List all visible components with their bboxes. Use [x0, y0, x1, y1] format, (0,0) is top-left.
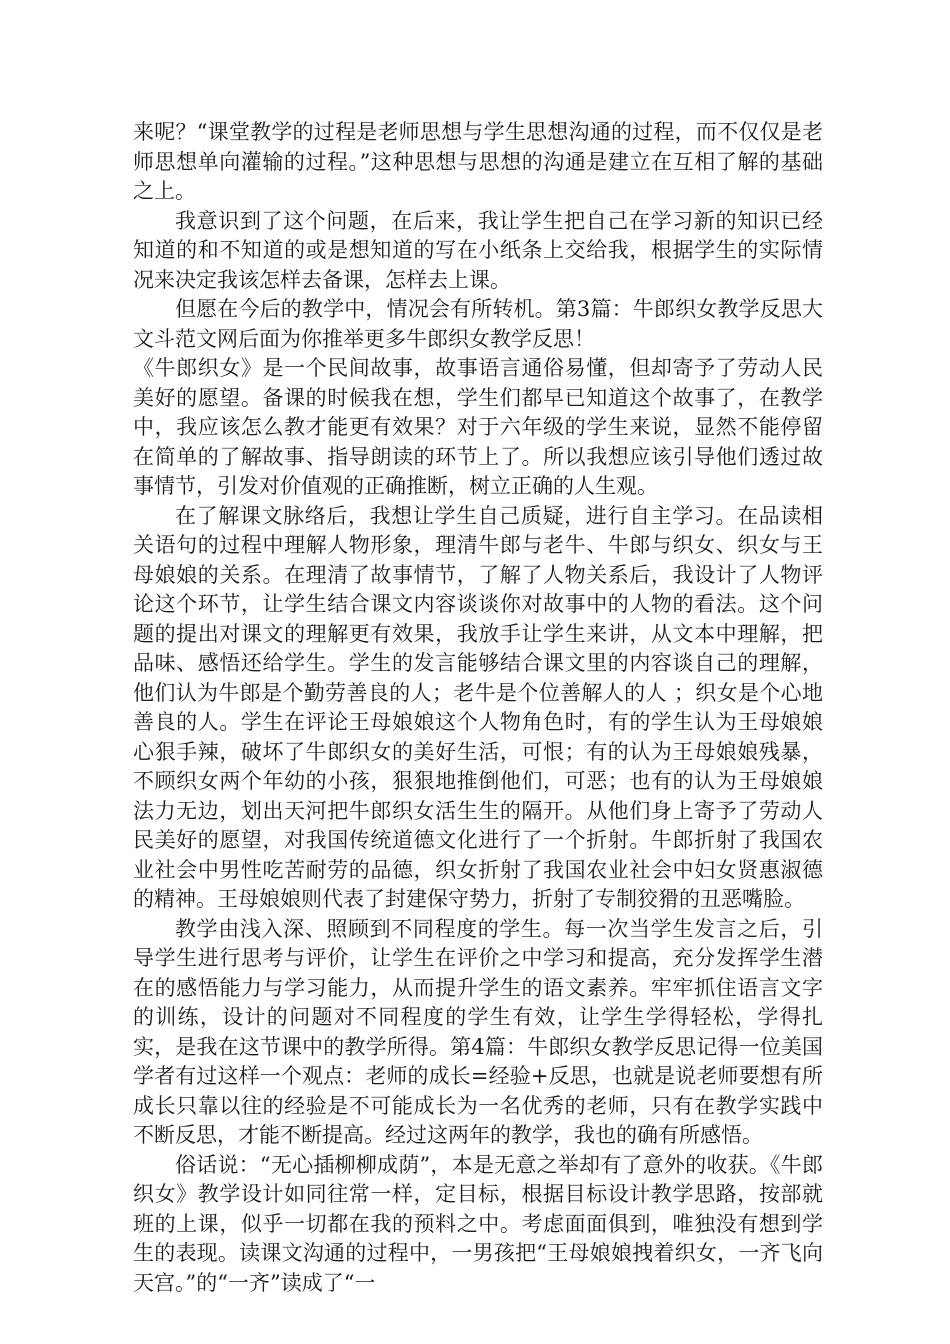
paragraph: 俗话说：“无心插柳柳成荫”，本是无意之举却有了意外的收获。《牛郎织女》教学设计如同往常一样，定目标，根据目标设计教学思路，按部就班的上课，似乎一切都在我的预料之中。考虑面面俱到，唯独没有想到学生的表现。读课文沟通的过程中，一男孩把“王母娘娘拽着织女，一齐飞向天宫。”的“一齐”读成了“一 [133, 1152, 823, 1295]
paragraph: 我意识到了这个问题，在后来，我让学生把自己在学习新的知识已经知道的和不知道的或是想知道的写在小纸条上交给我，根据学生的实际情况来决定我该怎样去备课，怎样去上课。 [133, 208, 823, 292]
paragraph: 在了解课文脉络后，我想让学生自己质疑，进行自主学习。在品读相关语句的过程中理解人物形象，理清牛郎与老牛、牛郎与织女、织女与王母娘娘的关系。在理清了故事情节，了解了人物关系后，我设计了人物评论这个环节，让学生结合课文内容谈谈你对故事中的人物的看法。这个问题的提出对课文的理解更有效果，我放手让学生来讲，从文本中理解，把品味、感悟还给学生。学生的发言能够结合课文里的内容谈自己的理解，他们认为牛郎是个勤劳善良的人；老牛是个位善解人的人 ；织女是个心地善良的人。学生在评论王母娘娘这个人物角色时，有的学生认为王母娘娘心狠手辣，破坏了牛郎织女的美好生活，可恨；有的认为王母娘娘残暴，不顾织女两个年幼的小孩，狠狠地推倒他们，可恶；也有的认为王母娘娘法力无边，划出天河把牛郎织女活生生的隔开。从他们身上寄予了劳动人民美好的愿望，对我国传统道德文化进行了一个折射。牛郎折射了我国农业社会中男性吃苦耐劳的品德，织女折射了我国农业社会中妇女贤惠淑德的精神。王母娘娘则代表了封建保守势力，折射了专制狡猾的丑恶嘴脸。 [133, 503, 823, 911]
paragraph: 教学由浅入深、照顾到不同程度的学生。每一次当学生发言之后，引导学生进行思考与评价，让学生在评价之中学习和提高，充分发挥学生潜在的感悟能力与学习能力，从而提升学生的语文素养。牢牢抓住语言文字的训练，设计的问题对不同程度的学生有效，让学生学得轻松，学得扎实，是我在这节课中的教学所得。第4篇：牛郎织女教学反思记得一位美国学者有过这样一个观点：老师的成长=经验+反思，也就是说老师要想有所成长只靠以往的经验是不可能成长为一名优秀的老师，只有在教学实践中不断反思，才能不断提高。经过这两年的教学，我也的确有所感悟。 [133, 916, 823, 1147]
document-body [133, 118, 823, 1298]
paragraph: 《牛郎织女》是一个民间故事，故事语言通俗易懂，但却寄予了劳动人民美好的愿望。备课的时候我在想，学生们都早已知道这个故事了，在教学中，我应该怎么教才能更有效果？对于六年级的学生来说，显然不能停留在简单的了解故事、指导朗读的环节上了。所以我想应该引导他们透过故事情节，引发对价值观的正确推断，树立正确的人生观。 [133, 356, 823, 498]
paragraph: 来呢？“课堂教学的过程是老师思想与学生思想沟通的过程，而不仅仅是老师思想单向灌输的过程。”这种思想与思想的沟通是建立在互相了解的基础之上。 [133, 120, 823, 203]
paragraph: 但愿在今后的教学中，情况会有所转机。第3篇：牛郎织女教学反思大文斗范文网后面为你推举更多牛郎织女教学反思！ [133, 297, 823, 351]
